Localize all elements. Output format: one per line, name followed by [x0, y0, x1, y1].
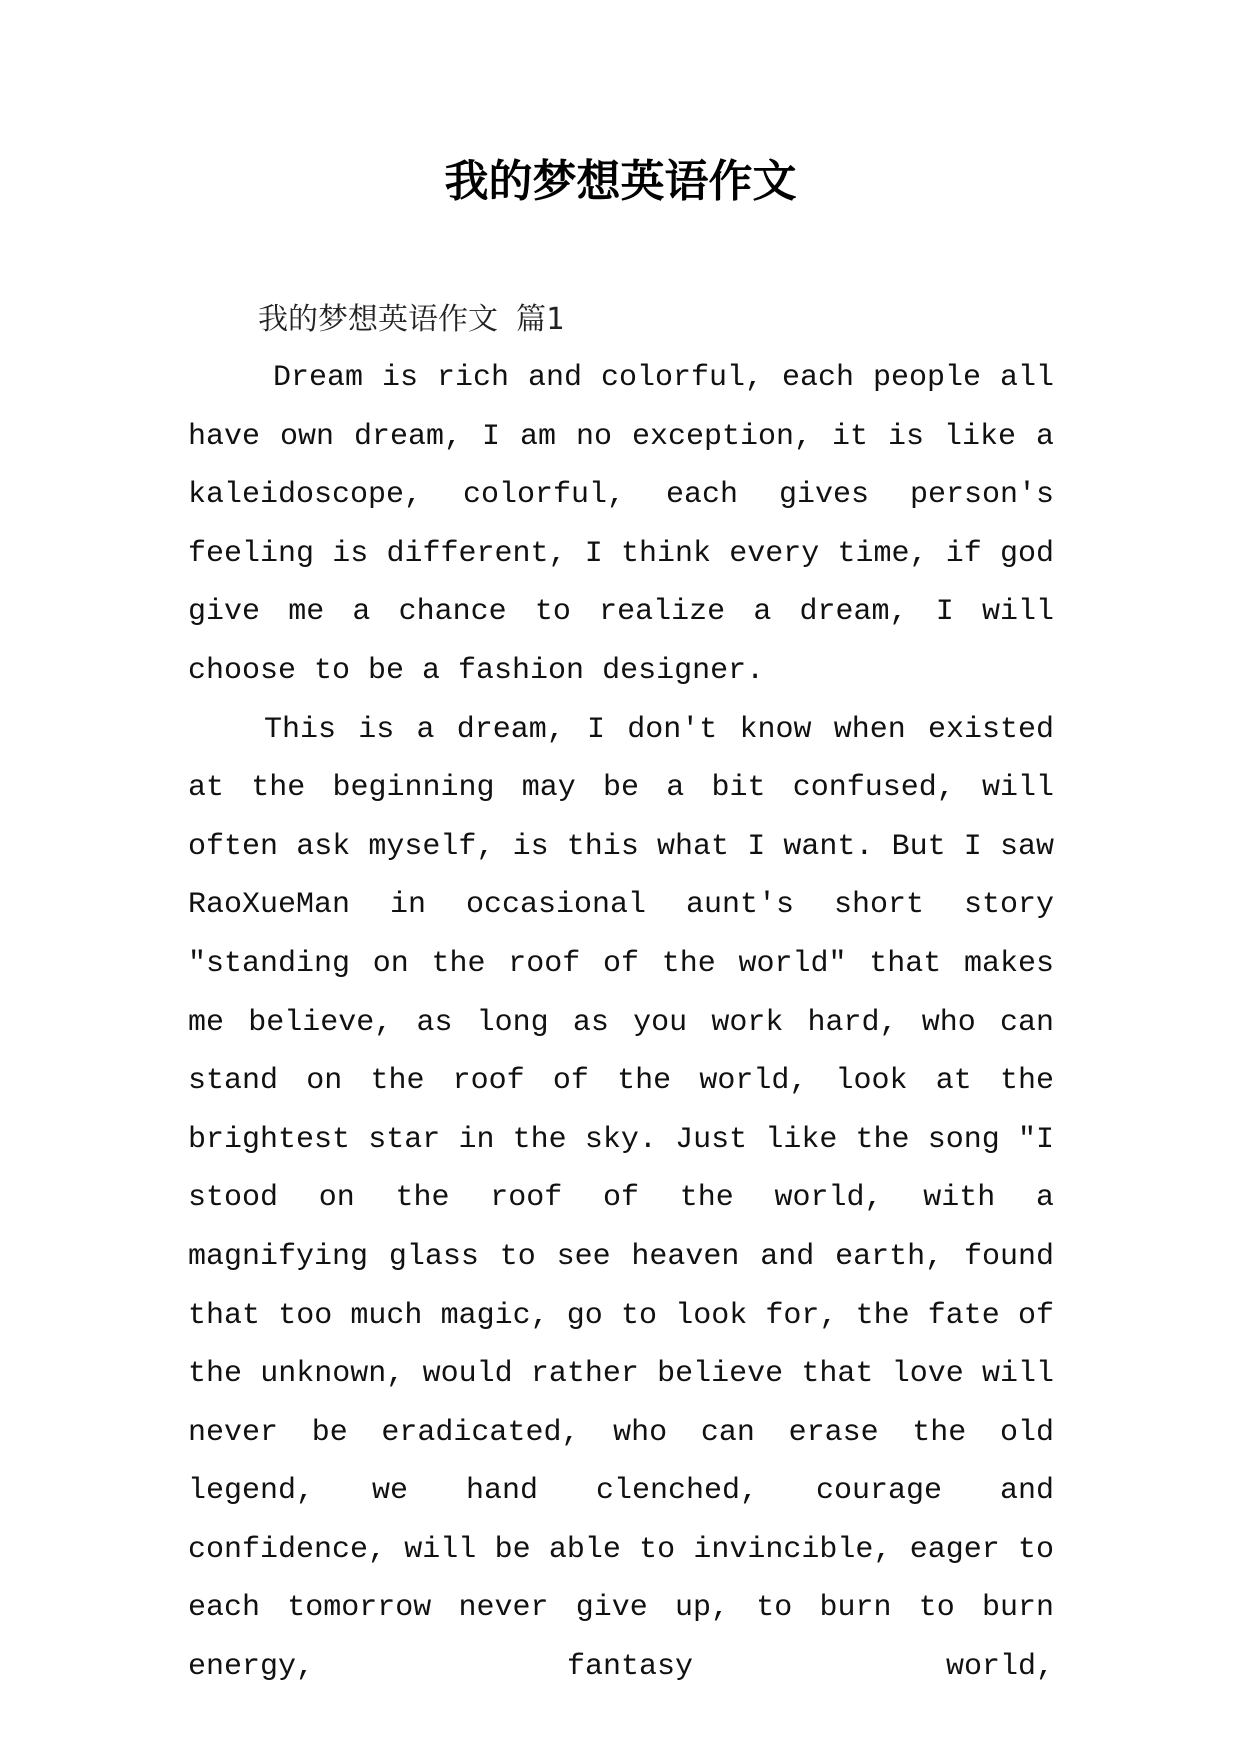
section-heading: 我的梦想英语作文 篇1	[258, 302, 565, 337]
document-title: 我的梦想英语作文	[444, 156, 797, 207]
essay-body	[188, 349, 1054, 1697]
essay-paragraph-2: This is a dream, I don't know when existed at the beginning may be a bit confused, will often ask myself, is this what I want. But I saw RaoXueMan in occasional aunt's short story "standing on the roof of the world" that makes me believe, as long as you work hard, who can stand on the roof of the world, look at the brightest star in the sky. Just like the song "I stood on the roof of the world, with a magnifying glass to see heaven and earth, found that too much magic, go to look for, the fate of the unknown, would rather believe that love will never be eradicated, who can erase the old legend, we hand clenched, courage and confidence, will be able to invincible, eager to each tomorrow never give up, to burn to burn energy, fantasy world,	[188, 712, 1054, 1685]
essay-paragraph-1: Dream is rich and colorful, each people all have own dream, I am no exception, it is like a kaleidoscope, colorful, each gives person's feeling is different, I think every time, if god give me a chance to realize a dream, I will choose to be a fashion designer.	[188, 361, 1054, 688]
